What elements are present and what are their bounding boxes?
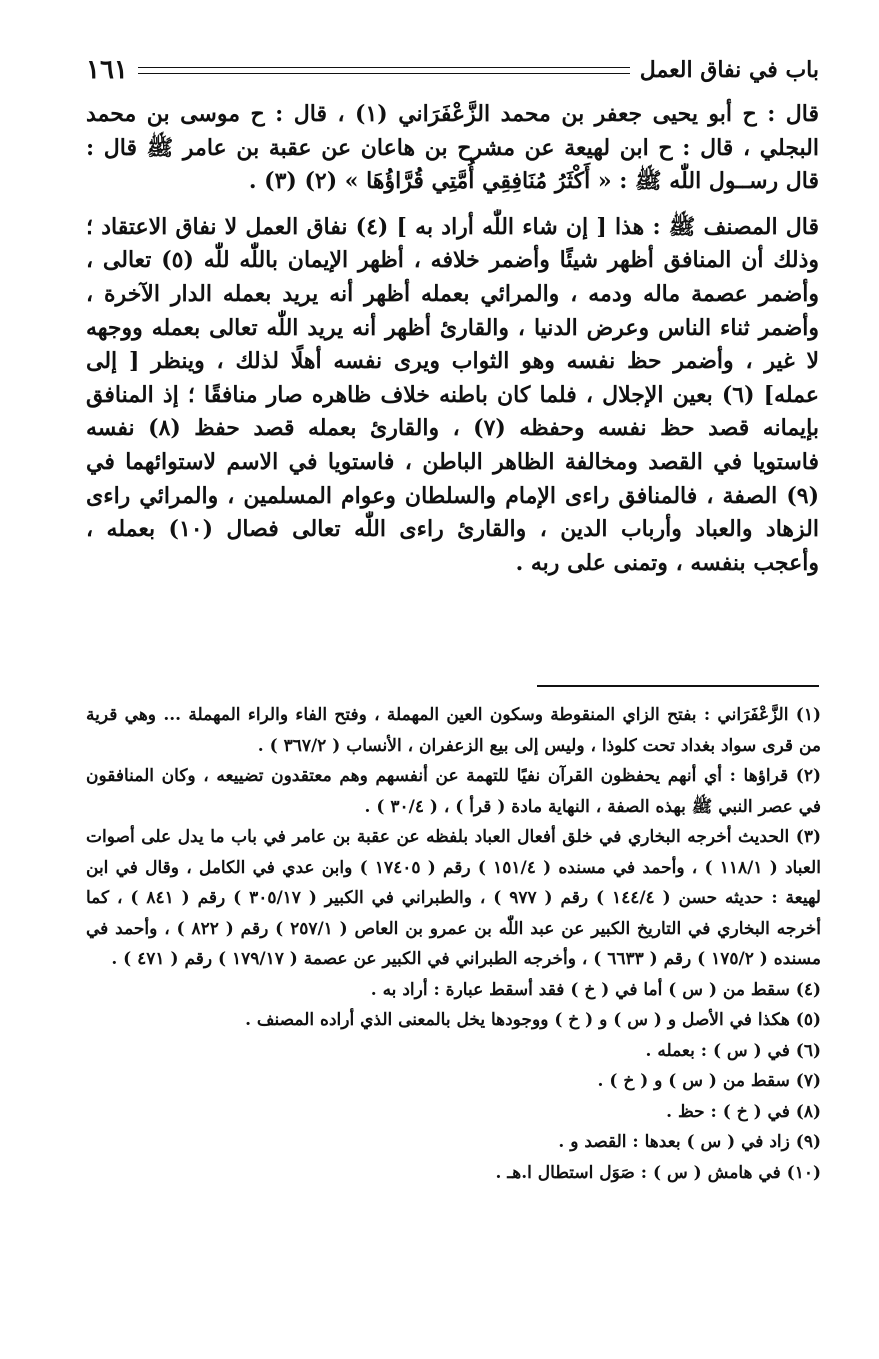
footnote-1: (١) الزَّعْفَرَاني : بفتح الزاي المنقوطة وسكون العين المهملة ، وفتح الفاء والراء المهملة ... وهي قرية من قرى سواد بغداد تحت كلوذا ، وليس إلى بيع الزعفران ، الأنساب ( ٣٦٧/٢ ) . xyxy=(86,705,821,756)
hadith-paragraph: قال : ح أبو يحيى جعفر بن محمد الزَّعْفَرَاني (١) ، قال : ح موسى بن محمد البجلي ، قال : ح ابن لهيعة عن مشرح بن هاعان عن عقبة بن عامر ﷺ قال : قال رســول اللّٰه ﷺ : « أَكْثَرُ مُنَافِقِي أُمَّتِي قُرَّاؤُهَا » (٢) (٣) . xyxy=(86,101,819,195)
main-text xyxy=(86,98,819,580)
footnote-10: (١٠) في هامش ( س ) : صَوَل استطال ا.هـ . xyxy=(495,1162,821,1183)
chapter-title: باب في نفاق العمل xyxy=(639,57,819,83)
footnote-2: (٢) قراؤها : أي أنهم يحفظون القرآن نفيًا للتهمة عن أنفسهم وهم معتقدون تضييعه ، وكان المنافقون في عصر النبي ﷺ بهذه الصفة ، النهاية مادة ( قرأ ) ، ( ٣٠/٤ ) . xyxy=(86,766,821,817)
footnote-8: (٨) في ( خ ) : حظ . xyxy=(666,1101,821,1122)
running-header xyxy=(86,52,819,88)
footnote-6: (٦) في ( س ) : بعمله . xyxy=(645,1040,821,1061)
footnote-9: (٩) زاد في ( س ) بعدها : القصد و . xyxy=(558,1132,821,1152)
footnote-separator xyxy=(537,685,819,687)
footnote-4: (٤) سقط من ( س ) أما في ( خ ) فقد أسقط عبارة : أراد به . xyxy=(370,979,821,1000)
footnote-7: (٧) سقط من ( س ) و ( خ ) . xyxy=(597,1071,821,1091)
header-rule xyxy=(138,67,630,74)
footnote-5: (٥) هكذا في الأصل و ( س ) و ( خ ) ووجودها يخل بالمعنى الذي أراده المصنف . xyxy=(245,1010,821,1030)
footnote-3: (٣) الحديث أخرجه البخاري في خلق أفعال العباد بلفظه عن عقبة بن عامر في باب ما يدل على أصوات العباد ( ١١٨/١ ) ، وأحمد في مسنده ( ١٥١/٤ ) رقم ( ١٧٤٠٥ ) وابن عدي في الكامل ، وقال في ابن لهيعة : حديثه حسن ( ١٤٤/٤ ) رقم ( ٩٧٧ ) ، والطبراني في الكبير ( ٣٠٥/١٧ ) رقم ( ٨٤١ ) ، كما أخرجه البخاري في التاريخ الكبير عن عبد اللّٰه بن عمرو بن العاص ( ٢٥٧/١ ) رقم ( ٨٢٢ ) ، وأحمد في مسنده ( ١٧٥/٢ ) رقم ( ٦٦٣٣ ) ، وأخرجه الطبراني في الكبير عن عصمة ( ١٧٩/١٧ ) رقم ( ٤٧١ ) . xyxy=(86,827,821,969)
commentary-paragraph: قال المصنف ﷺ : هذا [ إن شاء اللّٰه أراد به ] (٤) نفاق العمل لا نفاق الاعتقاد ؛ وذلك أن المنافق أظهر شيئًا وأضمر خلافه ، أظهر الإيمان باللّٰه للّٰه (٥) تعالى ، وأضمر عصمة ماله ودمه ، والمرائي بعمله أظهر أنه يريد بعمله الدار الآخرة ، وأضمر ثناء الناس وعرض الدنيا ، والقارئ أظهر أنه يريد اللّٰه تعالى بعمله ووجهه لا غير ، وأضمر حظ نفسه وهو الثواب ويرى نفسه أهلًا لذلك ، وينظر [ إلى عمله] (٦) بعين الإجلال ، فلما كان باطنه خلاف ظاهره صار منافقًا ؛ إذ المنافق بإيمانه قصد حظ نفسه وحفظه (٧) ، والقارئ بعمله قصد حفظ (٨) نفسه فاستويا في القصد ومخالفة الظاهر الباطن ، فاستويا في الاسم لاستوائهما في (٩) الصفة ، فالمنافق راءى الإمام والسلطان وعوام المسلمين ، والمرائي راءى الزهاد والعباد وأرباب الدين ، والقارئ راءى اللّٰه تعالى فصال (١٠) بعمله ، وأعجب بنفسه ، وتمنى على ربه . xyxy=(86,213,820,576)
page-number: ١٦١ xyxy=(86,55,128,85)
footnotes xyxy=(86,700,821,1188)
